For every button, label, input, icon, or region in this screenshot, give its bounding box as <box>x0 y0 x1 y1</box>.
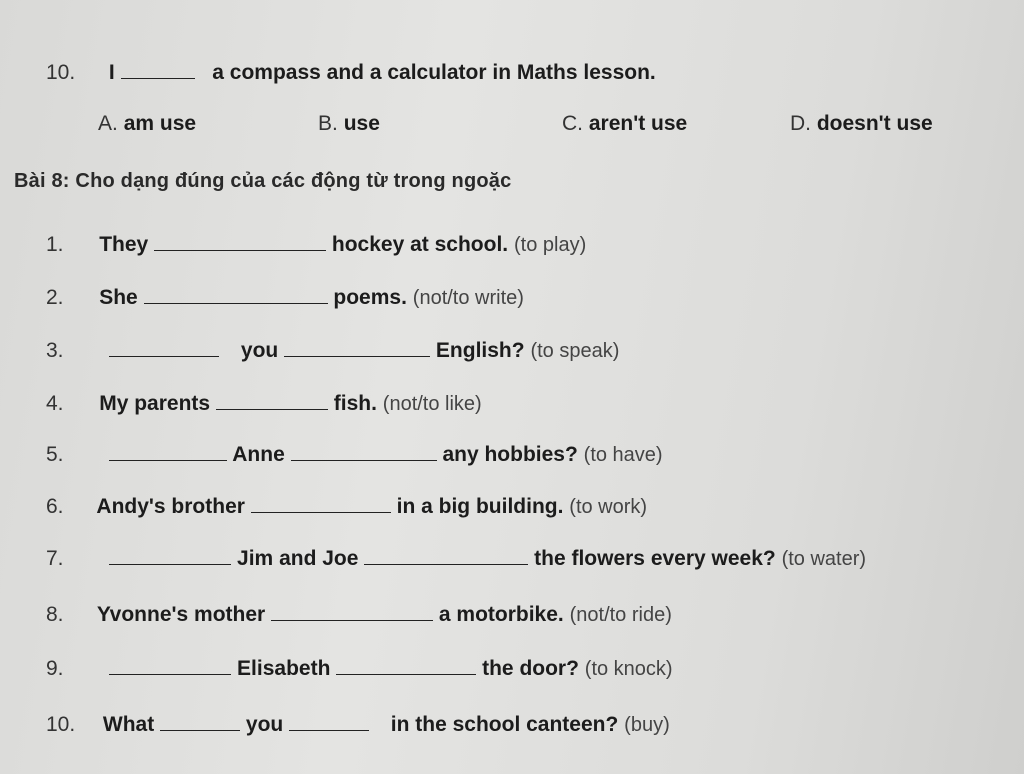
exercise-7 <box>46 546 866 571</box>
exercise-6 <box>46 494 647 519</box>
exercise-text: Elisabeth <box>237 657 331 680</box>
answer-blank[interactable] <box>284 338 430 357</box>
exercise-number: 8. <box>46 603 64 626</box>
answer-blank[interactable] <box>109 442 227 461</box>
verb-hint: (to play) <box>513 234 587 256</box>
answer-blank[interactable] <box>271 602 433 621</box>
verb-hint: (not/to write) <box>412 287 524 309</box>
question-10-top <box>46 60 656 85</box>
exercise-text: in the school canteen? <box>390 713 619 736</box>
answer-blank[interactable] <box>160 712 240 731</box>
exercise-9 <box>46 656 673 681</box>
exercise-10 <box>46 712 670 737</box>
exercise-number: 2. <box>46 286 64 309</box>
option-text: am use <box>123 112 197 135</box>
exercise-number: 3. <box>46 339 64 362</box>
exercise-5 <box>46 442 663 467</box>
answer-blank[interactable] <box>109 656 231 675</box>
exercise-text: in a big building. <box>396 495 564 518</box>
exercise-text: English? <box>435 339 525 362</box>
verb-hint: (to have) <box>583 444 663 466</box>
answer-blank[interactable] <box>291 442 437 461</box>
option-letter: B. <box>318 112 338 135</box>
exercise-text: Jim and Joe <box>237 547 359 570</box>
exercise-text: poems. <box>333 286 407 309</box>
exercise-text: you <box>240 339 279 362</box>
answer-blank[interactable] <box>364 546 528 565</box>
exercise-1 <box>46 232 586 257</box>
question-text: a compass and a calculator in Maths lesson. <box>212 61 656 84</box>
exercise-2 <box>46 285 524 310</box>
answer-blank[interactable] <box>289 712 369 731</box>
verb-hint: (not/to like) <box>382 393 482 415</box>
verb-hint: (buy) <box>624 714 670 736</box>
exercise-text: hockey at school. <box>331 233 509 256</box>
exercise-text: the door? <box>482 657 579 680</box>
option-letter: D. <box>790 112 811 135</box>
answer-blank[interactable] <box>109 546 231 565</box>
answer-blank[interactable] <box>109 338 219 357</box>
exercise-number: 6. <box>46 495 64 518</box>
exercise-number: 5. <box>46 443 64 466</box>
option-d[interactable] <box>790 112 933 136</box>
exercise-number: 1. <box>46 233 64 256</box>
exercise-text: My parents <box>99 392 211 415</box>
answer-blank[interactable] <box>144 285 328 304</box>
exercise-text: a motorbike. <box>438 603 564 626</box>
answer-blank[interactable] <box>216 391 328 410</box>
verb-hint: (to water) <box>781 548 867 570</box>
answer-blank[interactable] <box>336 656 476 675</box>
exercise-text: What <box>102 713 155 736</box>
verb-hint: (to work) <box>569 496 648 518</box>
exercise-text: Anne <box>232 443 285 466</box>
verb-hint: (to knock) <box>584 658 673 680</box>
exercise-text: Andy's brother <box>96 495 245 518</box>
exercise-3 <box>46 338 619 363</box>
exercise-text: They <box>99 233 149 256</box>
exercise-text: Yvonne's mother <box>96 603 266 626</box>
option-b[interactable] <box>318 112 380 136</box>
option-c[interactable] <box>562 112 687 136</box>
option-text: aren't use <box>588 112 688 135</box>
verb-hint: (not/to ride) <box>569 604 672 626</box>
answer-blank[interactable] <box>251 494 391 513</box>
exercise-text: any hobbies? <box>442 443 578 466</box>
answer-blank[interactable] <box>154 232 326 251</box>
exercise-text: you <box>245 713 284 736</box>
answer-blank[interactable] <box>121 60 195 79</box>
option-a[interactable] <box>98 112 196 136</box>
option-text: use <box>343 112 380 135</box>
verb-hint: (to speak) <box>530 340 620 362</box>
exercise-text: She <box>99 286 138 309</box>
question-number: 10. <box>46 61 76 84</box>
exercise-number: 10. <box>46 713 76 736</box>
option-text: doesn't use <box>816 112 933 135</box>
exercise-number: 7. <box>46 547 64 570</box>
question-subject: I <box>108 61 115 84</box>
option-letter: C. <box>562 112 583 135</box>
exercise-4 <box>46 391 482 416</box>
exercise-8 <box>46 602 672 627</box>
option-letter: A. <box>98 112 118 135</box>
section-heading: Bài 8: Cho dạng đúng của các động từ trong ngoặc <box>14 170 512 192</box>
exercise-number: 4. <box>46 392 64 415</box>
exercise-text: the flowers every week? <box>534 547 776 570</box>
exercise-number: 9. <box>46 657 64 680</box>
exercise-text: fish. <box>333 392 377 415</box>
